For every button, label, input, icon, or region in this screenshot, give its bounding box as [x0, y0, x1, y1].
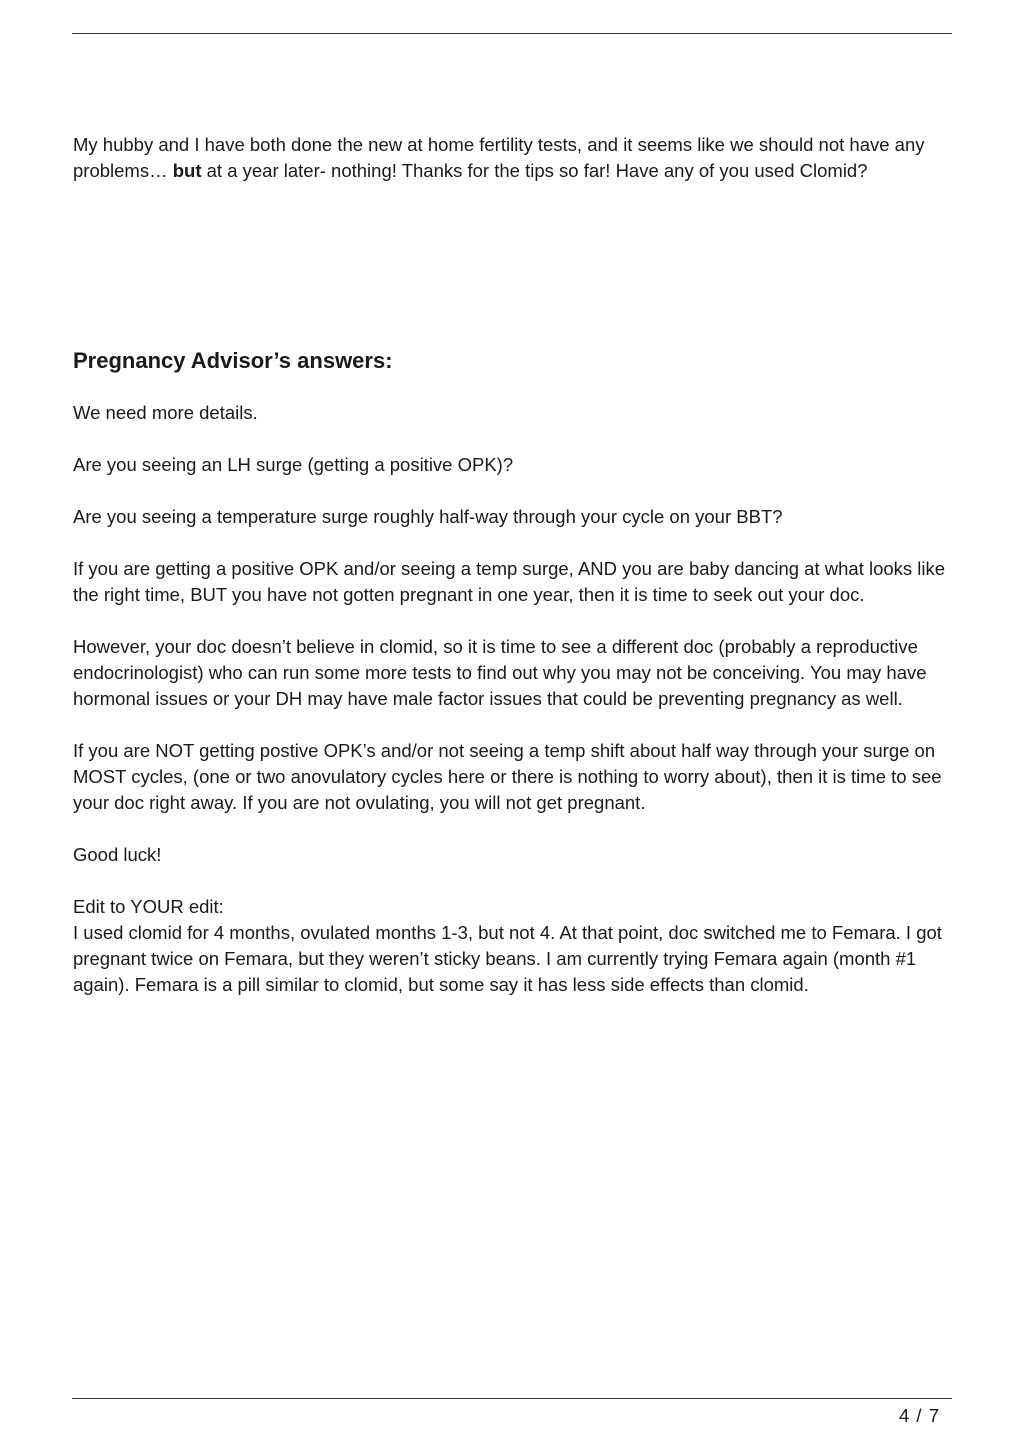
answers-heading: Pregnancy Advisor’s answers: — [73, 348, 393, 373]
edit-heading: Edit to YOUR edit: — [73, 896, 224, 917]
question-emphasis: but — [172, 160, 202, 181]
answer-paragraph: Are you seeing an LH surge (getting a positive OPK)? — [73, 454, 514, 475]
question-block — [73, 132, 953, 346]
edit-block — [73, 894, 953, 998]
answer-paragraph: We need more details. — [73, 402, 258, 423]
answer-paragraph: Are you seeing a temperature surge roughly half-way through your cycle on your BBT? — [73, 506, 783, 527]
page-content — [73, 132, 953, 1024]
footer-rule — [72, 1398, 952, 1399]
question-text-part1: My hubby and I have both done the new at home fertility tests, and it seems like we should not have any problems… — [73, 134, 925, 181]
header-rule — [72, 33, 952, 34]
question-text — [73, 132, 953, 184]
answer-paragraph: However, your doc doesn’t believe in clomid, so it is time to see a different doc (probably a reproductive endocrinologist) who can run some more tests to find out why you may not be conceiving. You may have hormonal issues or your DH may have male factor issues that could be preventing pregnancy as well. — [73, 636, 927, 709]
page-number: 4 / 7 — [899, 1405, 940, 1426]
answer-paragraph: Good luck! — [73, 844, 162, 865]
answer-paragraph: If you are NOT getting postive OPK’s and/or not seeing a temp shift about half way through your surge on MOST cycles, (one or two anovulatory cycles here or there is nothing to worry about), then it is time to see your doc right away. If you are not ovulating, you will not get pregnant. — [73, 740, 942, 813]
answer-paragraph: If you are getting a positive OPK and/or seeing a temp surge, AND you are baby dancing at what looks like the right time, BUT you have not gotten pregnant in one year, then it is time to seek out your doc. — [73, 558, 946, 605]
question-text-part2: at a year later- nothing! Thanks for the tips so far! Have any of you used Clomid? — [201, 160, 868, 181]
edit-text: I used clomid for 4 months, ovulated months 1-3, but not 4. At that point, doc switched me to Femara. I got pregnant twice on Femara, but they weren’t sticky beans. I am currently trying Femara again (month #1 again). Femara is a pill similar to clomid, but some say it has less side effects than clomid. — [73, 922, 942, 995]
